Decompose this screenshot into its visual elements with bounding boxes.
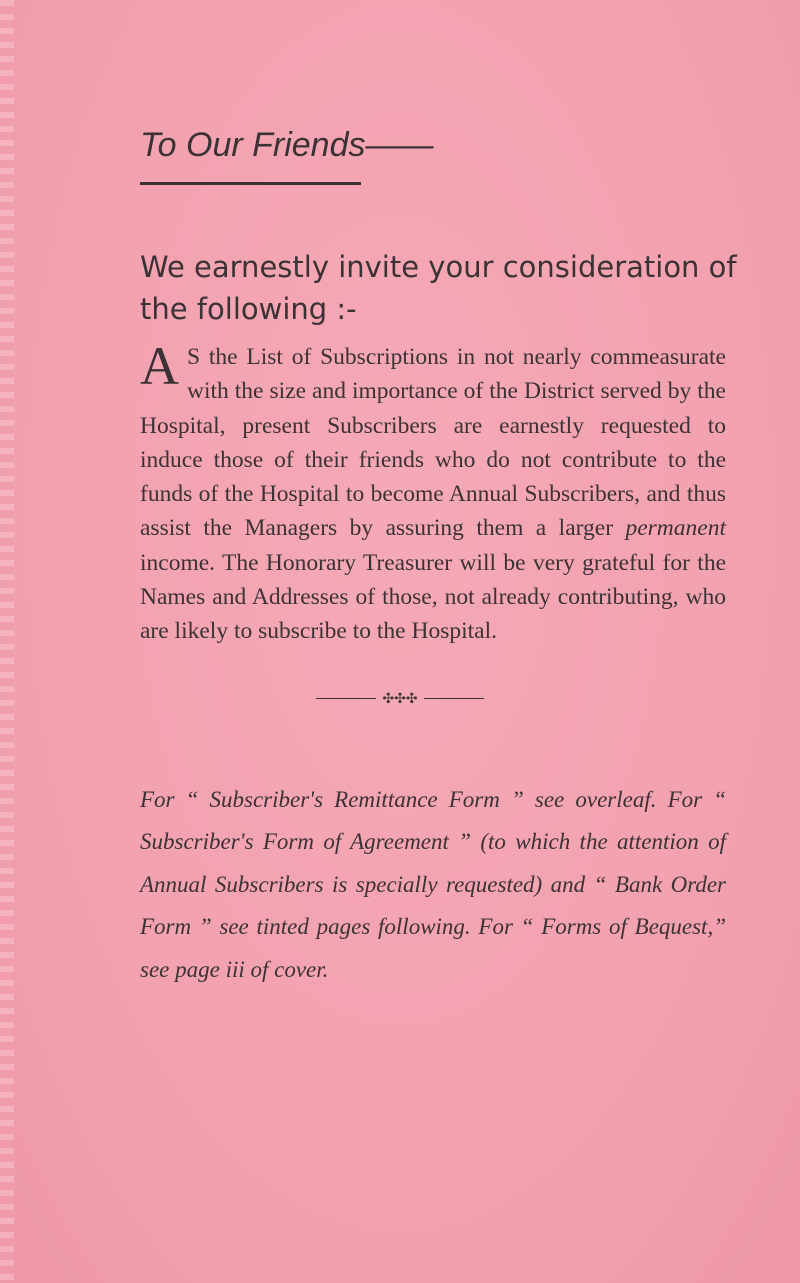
title-underline	[140, 182, 361, 185]
title-text: To Our Friends	[140, 126, 366, 164]
body-text: S the List of Subscriptions in not nearly commeasurate with the size and importance of the District served by the Hospital, present Subscribers are earnestly requested to induce those of their friends who do not contribute to the funds of the Hospital to become Annual Subscribers, and thus assist the Managers by assuring them a larger	[140, 344, 726, 542]
ornament-divider	[0, 689, 800, 709]
ornament-glyphs: ✣✣✣	[382, 690, 418, 707]
heading: We earnestly invite your consideration of the following :-	[140, 250, 737, 326]
drop-cap: A	[140, 336, 179, 396]
emphasis: permanent	[625, 515, 726, 542]
page-title: To Our Friends——	[140, 126, 434, 164]
page-content	[140, 0, 737, 1031]
page-edge	[0, 0, 14, 1283]
forms-note: For “ Subscriber's Remittance Form ” see overleaf. For “ Subscriber's Form of Agreement ” (to which the attention of Annual Subscribers is specially requested) and “ Bank Order Form ” see tinted pages following. For “ Forms of Bequest,” see page iii of cover.	[140, 786, 726, 982]
body-paragraph	[140, 336, 726, 649]
body-text-end: income. The Honorary Treasurer will be very grateful for the Names and Addresses of those, not already contributing, who are likely to subscribe to the Hospital.	[140, 549, 726, 645]
